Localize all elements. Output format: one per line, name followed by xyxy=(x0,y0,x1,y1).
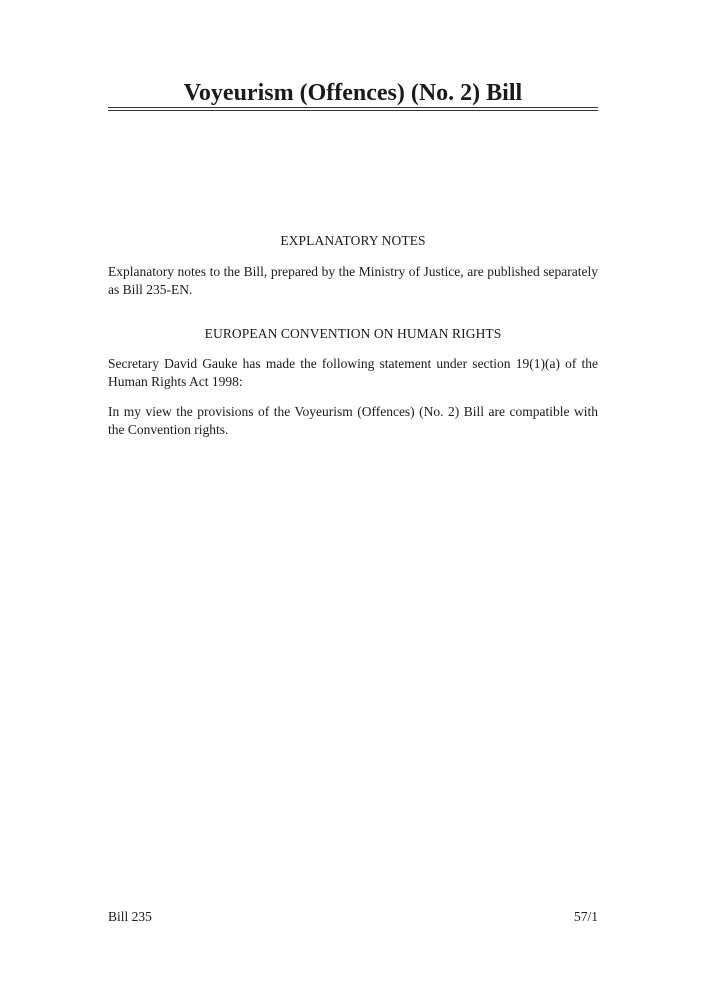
title-underline-top xyxy=(108,107,598,108)
page-title: Voyeurism (Offences) (No. 2) Bill xyxy=(183,80,523,106)
explanatory-notes-text: Explanatory notes to the Bill, prepared by the Ministry of Justice, are published separately as Bill 235-EN. xyxy=(108,264,598,297)
footer-bill-number: Bill 235 xyxy=(108,909,152,924)
explanatory-notes-heading: EXPLANATORY NOTES xyxy=(280,233,426,248)
footer-page-reference: 57/1 xyxy=(573,909,598,924)
echr-statement-text: Secretary David Gauke has made the following statement under section 19(1)(a) of the Human Rights Act 1998: xyxy=(108,356,598,389)
title-underline-bottom xyxy=(108,110,598,111)
echr-heading: EUROPEAN CONVENTION ON HUMAN RIGHTS xyxy=(204,326,502,341)
compatibility-view-text: In my view the provisions of the Voyeurism (Offences) (No. 2) Bill are compatible with the Convention rights. xyxy=(108,404,598,437)
